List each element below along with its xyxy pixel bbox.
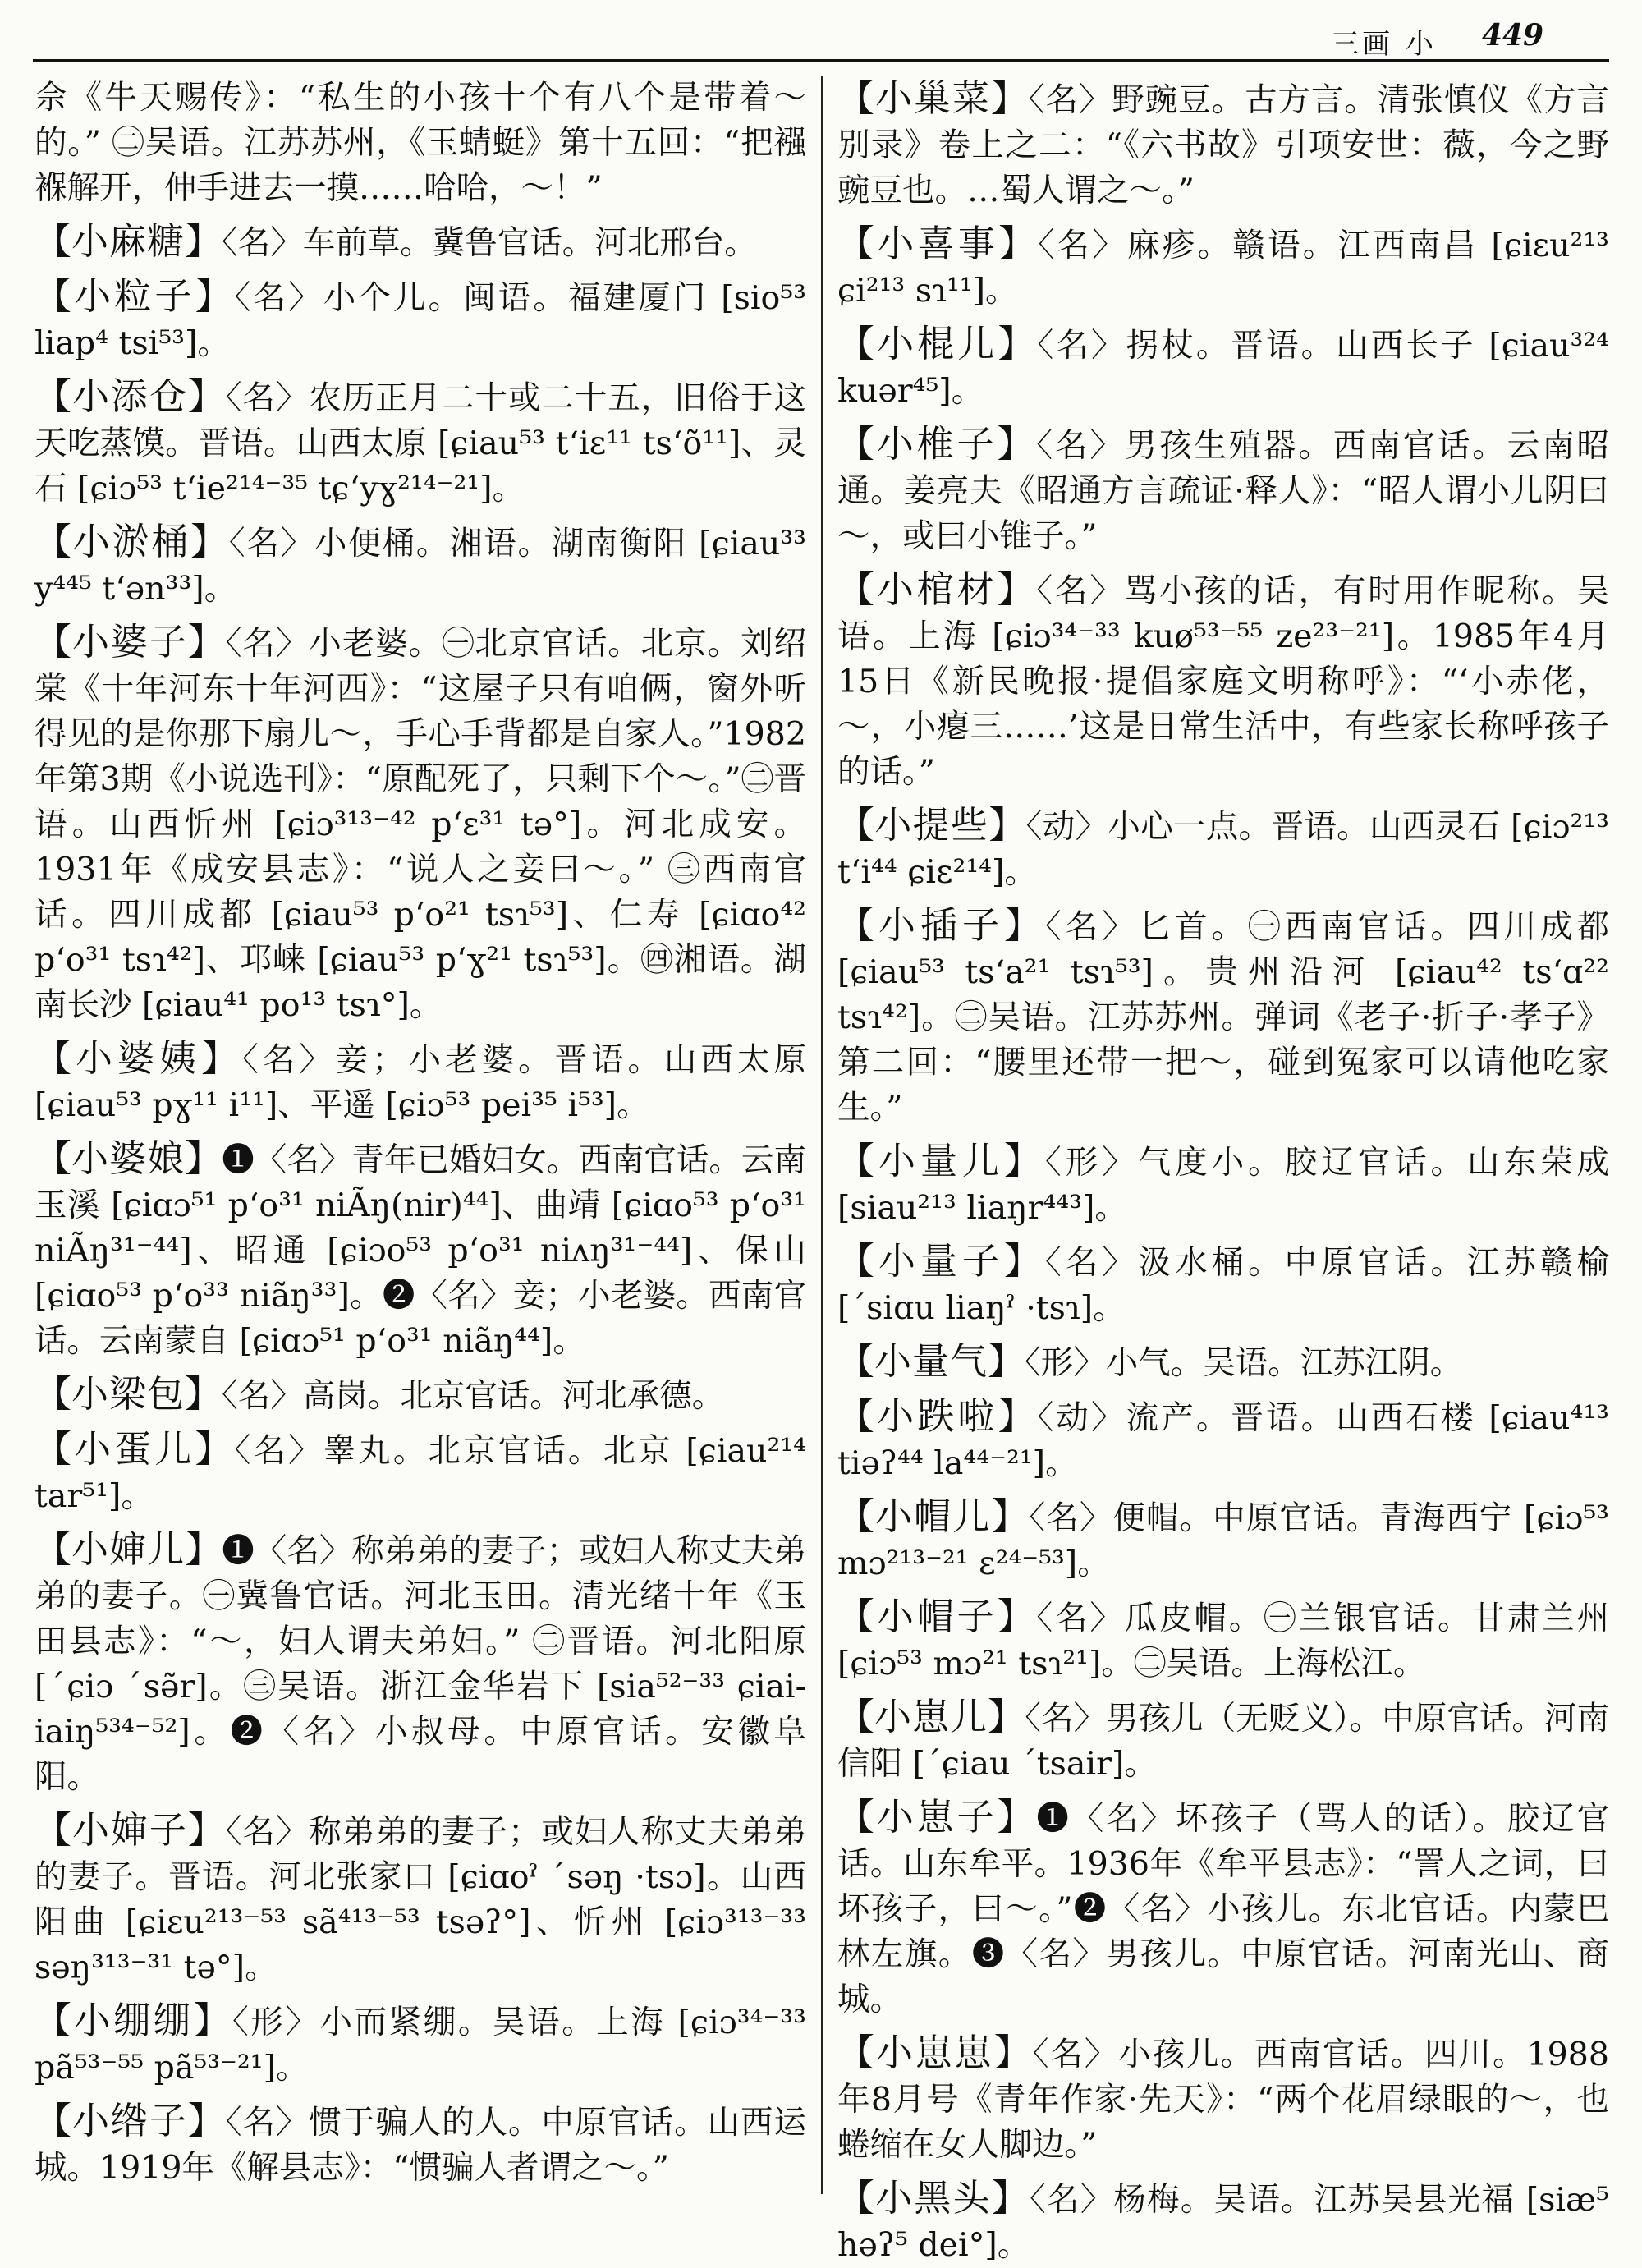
right-bracket: 】 xyxy=(991,2176,1030,2220)
entry-headword: 小黑头 xyxy=(875,2176,992,2220)
dictionary-entry xyxy=(837,1393,1609,1486)
entry-headword: 小婶儿 xyxy=(71,1527,186,1571)
left-bracket: 【 xyxy=(34,374,72,418)
continued-entry-text: 佘《牛天赐传》：“私生的小孩十个有八个是带着～的。” ㊁吴语。江苏苏州，《玉蜻蜓》第十五回：“把襁褓解开，伸手进去一摸……哈哈，～！” xyxy=(34,79,806,207)
entry-headword: 小婶子 xyxy=(71,1808,188,1852)
dictionary-entry xyxy=(34,619,806,1028)
entry-definition: 〈名〉称弟弟的妻子；或妇人称丈夫弟弟的妻子。晋语。河北张家口 [ɕiɑoˀ ˊsəŋ ·tsɔ]。山西阳曲 [ɕiɛu²¹³⁻⁵³ sã⁴¹³⁻⁵³ tsəʔ°]、忻州 [ɕiɔ³¹³⁻³³ səŋ³¹³⁻³¹ tə°]。 xyxy=(34,1813,806,1986)
entry-definition: 〈名〉瓜皮帽。㊀兰银官话。甘肃兰州 [ɕiɔ⁵³ mɔ²¹ tsɿ²¹]。㊁吴语。上海松江。 xyxy=(837,1600,1609,1683)
dictionary-entry xyxy=(34,1371,806,1419)
right-bracket: 】 xyxy=(187,374,226,418)
entry-headword: 小帽儿 xyxy=(875,1494,992,1538)
dictionary-entry xyxy=(34,1998,806,2091)
right-bracket: 】 xyxy=(997,1595,1037,1638)
dictionary-entry xyxy=(34,273,806,366)
entry-definition: 〈形〉气度小。胶辽官话。山东荣成 [siau²¹³ liaŋr⁴⁴³]。 xyxy=(837,1144,1609,1227)
entry-definition: 〈名〉妾；小老婆。晋语。山西太原 [ɕiau⁵³ pɣ¹¹ i¹¹]、平遥 [ɕiɔ⁵³ pei³⁵ i⁵³]。 xyxy=(34,1041,806,1124)
dictionary-entry xyxy=(34,1807,806,1990)
entry-headword: 小梁包 xyxy=(71,1372,186,1416)
entry-definition: 〈动〉小心一点。晋语。山西灵石 [ɕiɔ²¹³ tʻi⁴⁴ ɕiɛ²¹⁴]。 xyxy=(837,808,1609,891)
left-bracket: 【 xyxy=(837,803,875,847)
right-bracket: 】 xyxy=(185,1527,222,1571)
right-bracket: 】 xyxy=(190,520,229,563)
left-bracket: 【 xyxy=(34,520,73,563)
left-bracket: 【 xyxy=(837,567,877,611)
entry-definition: 〈名〉匕首。㊀西南官话。四川成都 [ɕiau⁵³ tsʻa²¹ tsɿ⁵³]。贵州沿河 [ɕiau⁴² tsʻɑ²² tsɿ⁴²]。㊁吴语。江苏苏州。弹词《老子·折子·孝子》第二回：“腰里还带一把～，碰到冤家可以请他吃家生。” xyxy=(837,908,1609,1127)
left-bracket: 【 xyxy=(34,1136,72,1180)
right-bracket: 】 xyxy=(988,1339,1025,1383)
left-column xyxy=(34,76,806,2194)
dictionary-entry xyxy=(837,321,1609,414)
right-bracket: 】 xyxy=(185,1136,222,1180)
entry-headword: 小绺子 xyxy=(71,2099,188,2142)
right-bracket: 】 xyxy=(1003,1239,1045,1283)
entry-headword: 小崽子 xyxy=(876,1795,998,1839)
entry-definition: 〈名〉便帽。中原官话。青海西宁 [ɕiɔ⁵³ mɔ²¹³⁻²¹ ɛ²⁴⁻⁵³]。 xyxy=(837,1499,1609,1582)
left-bracket: 【 xyxy=(837,1239,878,1283)
right-bracket: 】 xyxy=(193,1999,232,2042)
dictionary-entry xyxy=(34,519,806,612)
right-bracket: 】 xyxy=(187,1808,226,1852)
dictionary-entry xyxy=(837,802,1609,895)
left-bracket: 【 xyxy=(837,1139,878,1182)
right-bracket: 】 xyxy=(988,803,1026,847)
left-bracket: 【 xyxy=(34,620,72,663)
left-bracket: 【 xyxy=(34,1427,75,1471)
left-bracket: 【 xyxy=(34,1999,74,2042)
entry-definition: 〈名〉小老婆。㊀北京官话。北京。刘绍棠《十年河东十年河西》：“这屋子只有咱俩，窗外听得见的是你那下扇儿～，手心手背都是自家人。”1982年第3期《小说选刊》：“原配死了，只剩下个～。”㊁晋语。山西忻州 [ɕiɔ³¹³⁻⁴² pʻɛ³¹ tə°]。河北成安。1931年《成安县志》：“说人之妾曰～。” ㊂西南官话。四川成都 [ɕiau⁵³ pʻo²¹ tsɿ⁵³]、仁寿 [ɕiɑo⁴² pʻo³¹ tsɿ⁴²]、邛崃 [ɕiau⁵³ pʻɣ²¹ tsɿ⁵³]。㊃湘语。湖南长沙 [ɕiau⁴¹ po¹³ tsɿ°]。 xyxy=(34,625,806,1024)
dictionary-entry xyxy=(34,1136,806,1364)
right-bracket: 】 xyxy=(990,76,1029,120)
entry-definition: 〈名〉睾丸。北京官话。北京 [ɕiau²¹⁴ tar⁵¹]。 xyxy=(34,1432,806,1515)
entry-definition: 〈名〉小孩儿。西南官话。四川。1988年8月号《青年作家·先天》：“两个花眉绿眼的～，也蜷缩在女人脚边。” xyxy=(837,2036,1609,2164)
right-bracket: 】 xyxy=(993,2031,1033,2074)
left-bracket: 【 xyxy=(837,1695,875,1738)
entry-definition: 〈名〉野豌豆。古方言。清张慎仪《方言别录》卷上之二：“《六书故》引项安世：薇，今之野豌豆也。…蜀人谓之～。” xyxy=(837,81,1609,209)
left-bracket: 【 xyxy=(34,2099,72,2142)
dictionary-entry xyxy=(837,221,1609,314)
dictionary-entry xyxy=(34,218,806,266)
entry-headword: 小棺材 xyxy=(876,567,998,611)
left-bracket: 【 xyxy=(34,1527,72,1571)
dictionary-entry xyxy=(837,2175,1609,2268)
dictionary-entry xyxy=(837,421,1609,559)
dictionary-entry xyxy=(837,2030,1609,2168)
entry-headword: 小量儿 xyxy=(878,1139,1004,1182)
right-bracket: 】 xyxy=(195,1427,235,1471)
entry-definition: 〈名〉麻疹。赣语。江西南昌 [ɕiɛu²¹³ ɕi²¹³ sɿ¹¹]。 xyxy=(837,227,1609,310)
entry-definition: 〈名〉小个儿。闽语。福建厦门 [sio⁵³ liap⁴ tsi⁵³]。 xyxy=(34,279,806,362)
entry-headword: 小麻糖 xyxy=(71,219,186,263)
right-bracket: 】 xyxy=(1003,1139,1045,1182)
left-bracket: 【 xyxy=(837,322,878,365)
dictionary-entry xyxy=(34,374,806,512)
dictionary-entry xyxy=(837,1694,1609,1787)
entry-definition: 〈名〉高岗。北京官话。河北承德。 xyxy=(222,1377,725,1415)
entry-headword: 小棍儿 xyxy=(877,322,998,365)
dictionary-entry xyxy=(34,2098,806,2191)
page-header xyxy=(33,16,1609,62)
entry-definition: 〈形〉小而紧绷。吴语。上海 [ɕiɔ³⁴⁻³³ pã⁵³⁻⁵⁵ pã⁵³⁻²¹]。 xyxy=(34,2004,806,2087)
entry-definition: 〈名〉拐杖。晋语。山西长子 [ɕiau³²⁴ kuər⁴⁵]。 xyxy=(837,327,1609,410)
entry-definition: 〈名〉男孩儿（无贬义）。中原官话。河南信阳 [ˊɕiau ˊtsair]。 xyxy=(837,1700,1609,1783)
dictionary-entry xyxy=(34,1527,806,1800)
dictionary-entry xyxy=(837,1494,1609,1586)
left-bracket: 【 xyxy=(837,1595,877,1638)
page-number: 449 xyxy=(1481,18,1543,53)
entry-headword: 小崽崽 xyxy=(875,2031,994,2074)
entry-headword: 小婆娘 xyxy=(71,1136,186,1180)
entry-definition: 〈名〉杨梅。吴语。江苏吴县光福 [siæ⁵ həʔ⁵ dei°]。 xyxy=(837,2181,1609,2264)
dictionary-entry xyxy=(837,1138,1609,1231)
entry-headword: 小淤桶 xyxy=(72,520,191,563)
dictionary-entry xyxy=(837,567,1609,795)
left-bracket: 【 xyxy=(34,274,75,318)
entry-headword: 小椎子 xyxy=(876,422,998,466)
entry-headword: 小跌啦 xyxy=(877,1394,998,1438)
entry-definition: 〈名〉农历正月二十或二十五，旧俗于这天吃蒸馍。晋语。山西太原 [ɕiau⁵³ tʻiɛ¹¹ tsʻõ¹¹]、灵石 [ɕiɔ⁵³ tʻie²¹⁴⁻³⁵ tɕʻyɣ²¹⁴⁻²¹]。 xyxy=(34,379,806,507)
entry-headword: 小绷绷 xyxy=(73,1999,194,2042)
left-bracket: 【 xyxy=(837,1494,876,1538)
left-bracket: 【 xyxy=(34,219,72,263)
entry-headword: 小提些 xyxy=(874,803,989,847)
right-bracket: 】 xyxy=(998,1394,1038,1438)
right-bracket: 】 xyxy=(1003,903,1045,947)
right-bracket: 】 xyxy=(997,567,1037,611)
entry-headword: 小添仓 xyxy=(71,374,188,418)
right-bracket: 】 xyxy=(187,620,226,663)
entry-definition: 〈名〉车前草。冀鲁官话。河北邢台。 xyxy=(222,224,757,262)
right-bracket: 】 xyxy=(187,2099,226,2142)
right-bracket: 】 xyxy=(195,274,235,318)
left-bracket: 【 xyxy=(837,2031,876,2074)
entry-headword: 小婆子 xyxy=(71,620,188,663)
section-label: 三画 小 xyxy=(1331,28,1437,61)
entry-headword: 小崽儿 xyxy=(874,1695,988,1738)
left-bracket: 【 xyxy=(837,903,878,947)
entry-headword: 小粒子 xyxy=(74,274,195,318)
entry-headword: 小帽子 xyxy=(876,1595,998,1638)
entry-definition: 〈名〉小便桶。湘语。湖南衡阳 [ɕiau³³ y⁴⁴⁵ tʻən³³]。 xyxy=(34,525,806,608)
dictionary-entry xyxy=(837,76,1609,213)
left-bracket: 【 xyxy=(837,76,875,120)
entry-headword: 小蛋儿 xyxy=(74,1427,195,1471)
right-bracket: 】 xyxy=(988,1695,1025,1738)
entry-headword: 小喜事 xyxy=(877,222,999,265)
left-bracket: 【 xyxy=(837,222,878,265)
dictionary-entry xyxy=(837,902,1609,1131)
right-bracket: 】 xyxy=(998,222,1039,265)
entry-headword: 小婆姨 xyxy=(76,1036,201,1080)
dictionary-entry xyxy=(837,1238,1609,1331)
dictionary-entry xyxy=(34,1035,806,1128)
left-bracket: 【 xyxy=(837,2176,876,2220)
entry-definition: 〈名〉汲水桶。中原官话。江苏赣榆 [ˊsiɑu liaŋˀ ·tsɿ]。 xyxy=(837,1244,1609,1327)
right-bracket: 】 xyxy=(185,1372,222,1416)
right-bracket: 】 xyxy=(998,322,1038,365)
entry-headword: 小量气 xyxy=(874,1339,988,1383)
dictionary-entry xyxy=(837,1794,1609,2022)
left-bracket: 【 xyxy=(34,1036,76,1080)
dictionary-entry xyxy=(837,1594,1609,1687)
right-bracket: 】 xyxy=(997,1795,1037,1839)
entry-definition: 〈名〉惯于骗人的人。中原官话。山西运城。1919年《解县志》：“惯骗人者谓之～。” xyxy=(34,2104,806,2187)
column-divider xyxy=(821,76,823,2194)
entry-definition: 〈动〉流产。晋语。山西石楼 [ɕiau⁴¹³ tiəʔ⁴⁴ la⁴⁴⁻²¹]。 xyxy=(837,1399,1609,1482)
left-bracket: 【 xyxy=(837,1394,878,1438)
entry-definition: ❶〈名〉称弟弟的妻子；或妇人称丈夫弟弟的妻子。㊀冀鲁官话。河北玉田。清光绪十年《玉田县志》：“～，妇人谓夫弟妇。” ㊁晋语。河北阳原 [ˊɕiɔ ˊsə̃r]。㊂吴语。浙江金华岩下 [sia⁵²⁻³³ ɕiai-iaiŋ⁵³⁴⁻⁵²]。❷〈名〉小叔母。中原官话。安徽阜阳。 xyxy=(34,1532,806,1796)
entry-definition: ❶〈名〉青年已婚妇女。西南官话。云南玉溪 [ɕiɑɔ⁵¹ pʻo³¹ niÃŋ(nir)⁴⁴]、曲靖 [ɕiɑo⁵³ pʻo³¹ niÃŋ³¹⁻⁴⁴]、昭通 [ɕiɔo⁵³ pʻo³¹ niʌŋ³¹⁻⁴⁴]、保山 [ɕiɑo⁵³ pʻo³³ niãŋ³³]。❷〈名〉妾；小老婆。西南官话。云南蒙自 [ɕiɑɔ⁵¹ pʻo³¹ niãŋ⁴⁴]。 xyxy=(34,1141,806,1360)
entry-headword: 小量子 xyxy=(878,1239,1004,1283)
right-bracket: 】 xyxy=(991,1494,1030,1538)
entry-definition: 〈形〉小气。吴语。江苏江阴。 xyxy=(1025,1344,1463,1382)
left-bracket: 【 xyxy=(837,1339,875,1383)
entry-definition: 〈名〉骂小孩的话，有时用作昵称。吴语。上海 [ɕiɔ³⁴⁻³³ kuø⁵³⁻⁵⁵ ze²³⁻²¹]。1985年4月15日《新民晚报·提倡家庭文明称呼》：“‘小赤佬，～，小瘪三……’这是日常生活中，有些家长称呼孩子的话。” xyxy=(837,572,1609,791)
dictionary-entry xyxy=(837,1338,1609,1386)
left-bracket: 【 xyxy=(34,1808,72,1852)
left-bracket: 【 xyxy=(837,422,877,466)
dictionary-entry xyxy=(34,1426,806,1519)
entry-headword: 小插子 xyxy=(878,903,1004,947)
right-bracket: 】 xyxy=(997,422,1037,466)
right-bracket: 】 xyxy=(185,219,222,263)
entry-definition: ❶〈名〉坏孩子（骂人的话）。胶辽官话。山东牟平。1936年《牟平县志》：“詈人之词，曰坏孩子，曰～。”❷〈名〉小孩儿。东北官话。内蒙巴林左旗。❸〈名〉男孩儿。中原官话。河南光山、商城。 xyxy=(837,1800,1609,2018)
entry-definition: 〈名〉男孩生殖器。西南官话。云南昭通。姜亮夫《昭通方言疏证·释人》：“昭人谓小儿阴曰～，或曰小锥子。” xyxy=(837,427,1609,555)
right-bracket: 】 xyxy=(200,1036,242,1080)
right-column xyxy=(837,76,1609,2264)
entry-headword: 小巢菜 xyxy=(874,76,991,120)
left-bracket: 【 xyxy=(837,1795,877,1839)
left-bracket: 【 xyxy=(34,1372,72,1416)
